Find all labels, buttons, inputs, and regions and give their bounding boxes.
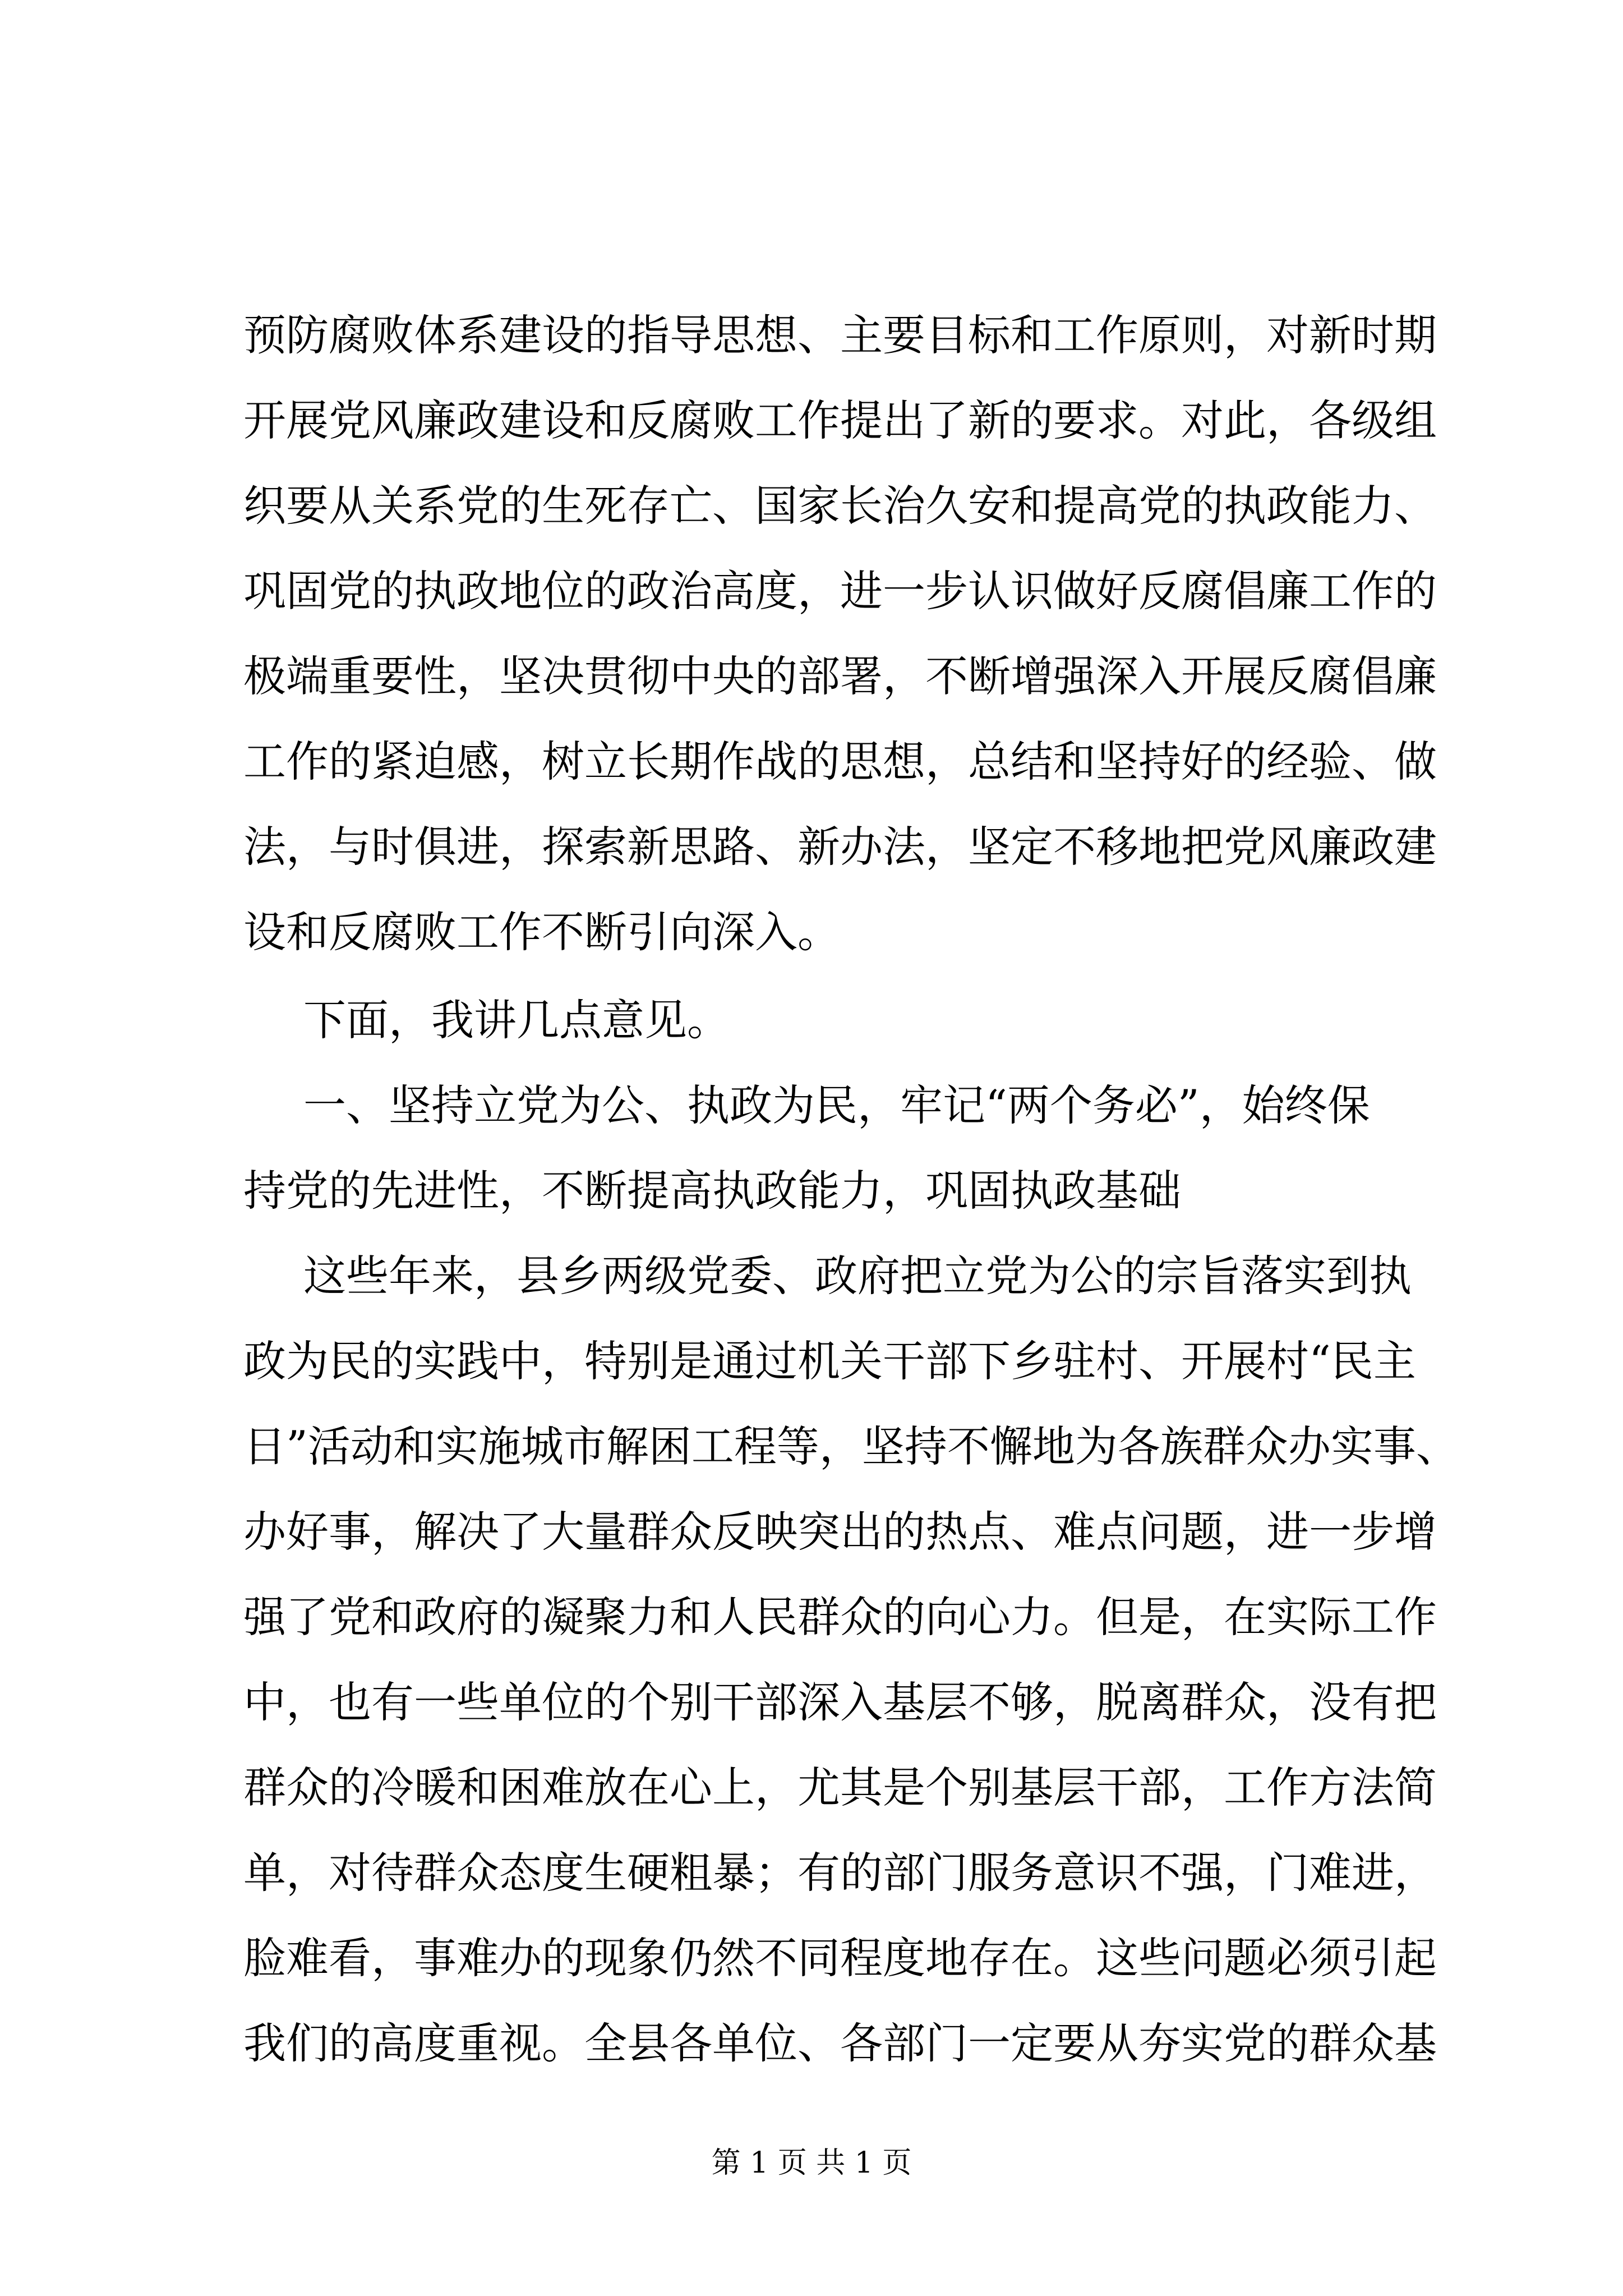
- body-line-21: 我们的高度重视。全县各单位、各部门一定要从夯实党的群众基: [243, 2018, 1437, 2068]
- body-line-14: 日”活动和实施城市解困工程等，坚持不懈地为各族群众办实事、: [243, 1421, 1459, 1471]
- body-line-1: 预防腐败体系建设的指导思想、主要目标和工作原则，对新时期: [243, 310, 1437, 360]
- section-heading-line-1: 一、坚持立党为公、执政为民，牢记“两个务必”，始终保: [303, 1080, 1370, 1130]
- body-line-5: 极端重要性，坚决贯彻中央的部署，不断增强深入开展反腐倡廉: [243, 651, 1437, 701]
- body-line-16: 强了党和政府的凝聚力和人民群众的向心力。但是，在实际工作: [243, 1592, 1437, 1642]
- paragraph-intro: 下面，我讲几点意见。: [303, 995, 730, 1045]
- page-footer: 第 1 页 共 1 页: [711, 2146, 912, 2180]
- body-line-17: 中，也有一些单位的个别干部深入基层不够，脱离群众，没有把: [243, 1677, 1437, 1727]
- body-line-3: 织要从关系党的生死存亡、国家长治久安和提高党的执政能力、: [243, 481, 1437, 531]
- body-line-6: 工作的紧迫感，树立长期作战的思想，总结和坚持好的经验、做: [243, 737, 1437, 786]
- section-heading-line-2: 持党的先进性，不断提高执政能力，巩固执政基础: [243, 1166, 1181, 1216]
- body-line-4: 巩固党的执政地位的政治高度，进一步认识做好反腐倡廉工作的: [243, 566, 1437, 616]
- body-line-2: 开展党风廉政建设和反腐败工作提出了新的要求。对此，各级组: [243, 395, 1437, 445]
- body-line-12: 这些年来，县乡两级党委、政府把立党为公的宗旨落实到执: [303, 1251, 1412, 1301]
- body-line-15: 办好事，解决了大量群众反映突出的热点、难点问题，进一步增: [243, 1507, 1437, 1557]
- body-line-8: 设和反腐败工作不断引向深入。: [243, 907, 840, 957]
- body-line-18: 群众的冷暖和困难放在心上，尤其是个别基层干部，工作方法简: [243, 1763, 1437, 1812]
- body-line-20: 脸难看，事难办的现象仍然不同程度地存在。这些问题必须引起: [243, 1933, 1437, 1983]
- body-line-19: 单，对待群众态度生硬粗暴；有的部门服务意识不强，门难进，: [243, 1848, 1437, 1898]
- body-line-13: 政为民的实践中，特别是通过机关干部下乡驻村、开展村“民主: [243, 1336, 1416, 1386]
- body-line-7: 法，与时俱进，探索新思路、新办法，坚定不移地把党风廉政建: [243, 822, 1437, 872]
